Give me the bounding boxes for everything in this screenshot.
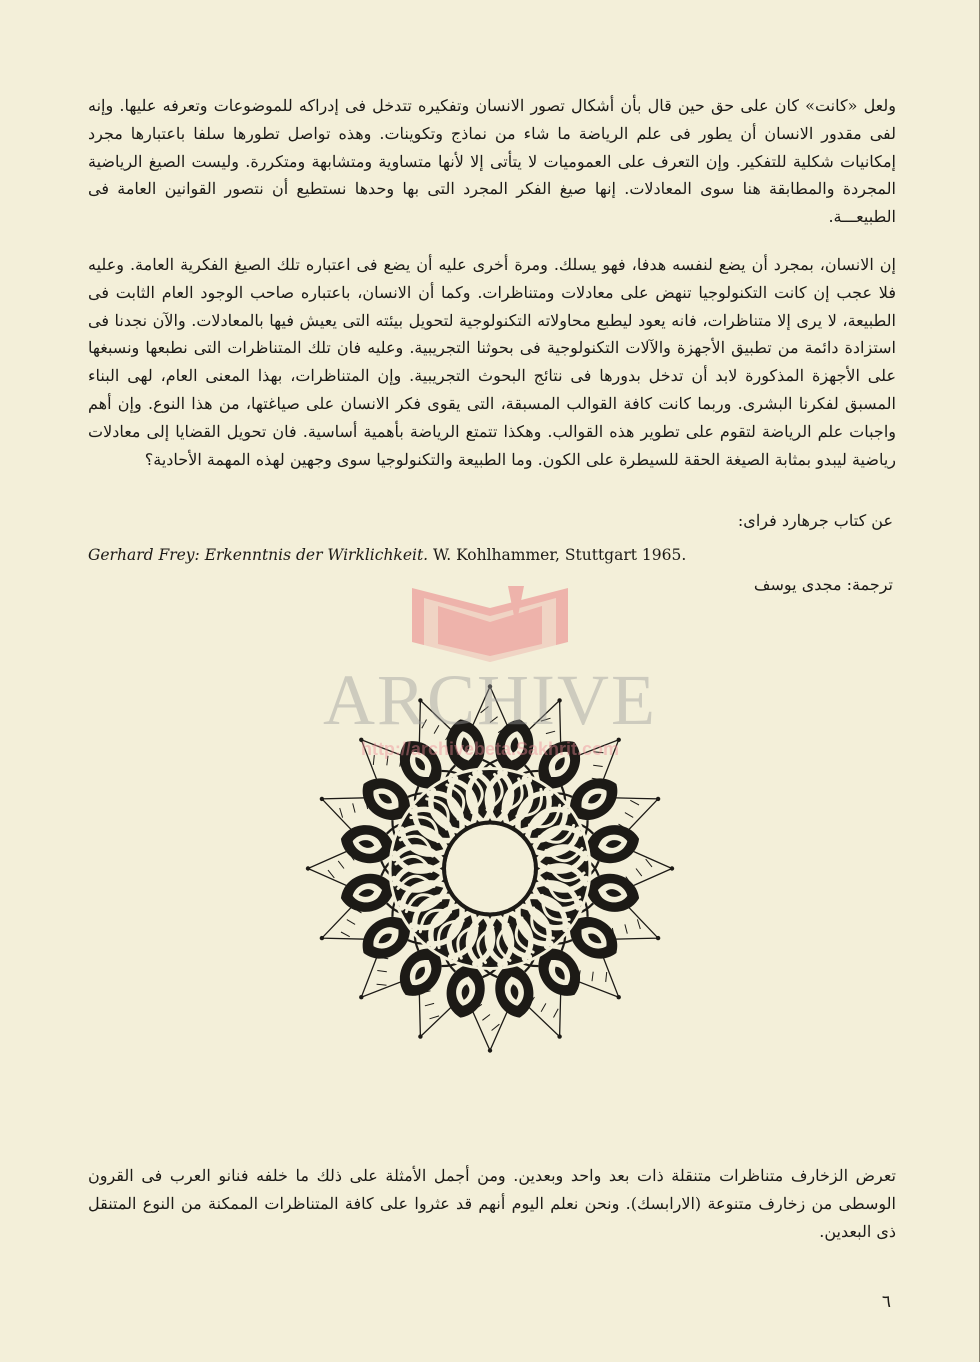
thorn-tick [347,920,355,925]
figure-caption: تعرض الزخارف متناظرات متنقلة ذات بعد واحد وبعدين. ومن أجمل الأمثلة على ذلك ما خلفه فنانو العرب فى القرون الوسطى من زخارف متنوعة (الارابسك). ونحن نعلم اليوم أنهم قد عثروا على كافة المتناظرات الممكنة من النوع المتنقل ذى البعدين. [88,1166,896,1241]
thorn-tick [377,984,387,985]
citation [88,542,896,568]
thorn-tick [353,803,355,812]
paragraph-1: ولعل «كانت» كان على حق حين قال بأن أشكال تصور الانسان وتفكيره تتدخل فى إدراكه للموضوعات وتعرفه عليها. وإنه لفى مقدور الانسان أن يطور فى علم الرياضة ما شاء من نماذج وتكوينات. وهذه تواصل تطورها سلفا باعتبارها مجرد إمكانيات شكلية للتفكير. وإن التعرف على العموميات لا يتأتى إلا لأنها متساوية ومتشابهة ومتكررة. وليست الصيغ الرياضية المجردة والمطابقة هنا سوى المعادلات. إنها صيغ الفكر المجرد التى بها وحدها نستطيع أن نتصور القوانين العامة فى الطبيعـــة. [88,96,896,227]
star-tip-dot [557,1034,561,1038]
thorn-tick [554,1009,559,1018]
watermark-url: http://archivebeta.Sakhrit.com [360,739,620,759]
watermark-title: ARCHIVE [323,660,657,740]
star-tip-dot [359,995,363,999]
thorn-tick [606,972,607,982]
archive-watermark [300,584,680,774]
open-book-icon [398,586,582,666]
thorn-tick [592,972,593,982]
thorn-tick [338,861,344,869]
star-tip-dot [670,866,674,870]
citation-publisher: W. Kohlhammer, Stuttgart 1965. [428,546,687,564]
thorn-tick [636,869,642,877]
thorn-tick [328,870,334,878]
thorn-tick [625,924,627,933]
citation-title: Gerhard Frey: Erkenntnis der Wirklichkeit. [88,546,429,564]
star-tip-dot [617,995,621,999]
star-tip-dot [320,797,324,801]
thorn-tick [425,1003,434,1005]
thorn-tick [630,800,639,805]
star-tip-dot [488,1048,492,1052]
thorn-tick [646,859,652,867]
thorn-tick [492,1024,500,1030]
source-label: عن كتاب جرهارد فراى: [737,511,893,530]
paragraph-2: إن الانسان، بمجرد أن يضع لنفسه هدفا، فهو يسلك. ومرة أخرى عليه أن يضع فى اعتباره تلك الصيغ الفكرية العامة. وعليه فلا عجب إن كانت التكنولوجيا تنهض على معادلات ومتناظرات. وكما أن الانسان، باعتباره صاحب الوجود العام الثابت فى الطبيعة، لا يرى إلا متناظرات، فانه يعود ليطبع محاولاته التكنولوجية لتحويل بيئته التى يعيش فيها بالمعادلات. والآن نجدنا فى استزادة دائمة من تطبيق الأجهزة والآلات التكنولوجية فى بحوثنا التجريبية. وعليه فان تلك المتناظرات التى نطبعها ونسبغها على الأجهزة المذكورة لابد أن تدخل بدورها فى نتائج البحوث التجريبية. وإن المتناظرات، بهذا المعنى العام، لهى البناء المسبق لفكرنا البشرى. وربما كانت كافة القوالب المسبقة، التى يقوى فكر الانسان على صياغتها، من هذا النوع. وإن أهم واجبات علم الرياضة لتقوم على تطوير هذه القوالب. وهكذا تتمتع الرياضة بأهمية أساسية. فان تحويل القضايا إلى معادلات رياضية ليبدو بمثابة الصيغة الحقة للسيطرة على الكون. وما الطبيعة والتكنولوجيا سوى وجهين لهذه المهمة الأحادية؟ [88,255,896,469]
thorn-tick [482,1015,490,1021]
star-tip-dot [320,936,324,940]
thorn-tick [341,932,350,937]
star-tip-dot [306,866,310,870]
thorn-tick [637,919,640,929]
star-tip-dot [656,797,660,801]
star-tip-dot [656,936,660,940]
thorn-tick [340,808,343,818]
page-number: ٦ [881,1292,891,1312]
star-tip-dot [418,1034,422,1038]
thorn-tick [625,813,633,818]
thorn-tick [541,1003,546,1011]
thorn-tick [430,1016,440,1019]
translator-credit: ترجمة: مجدى يوسف [753,575,893,594]
knot-center [446,825,534,913]
thorn-tick [377,971,387,972]
